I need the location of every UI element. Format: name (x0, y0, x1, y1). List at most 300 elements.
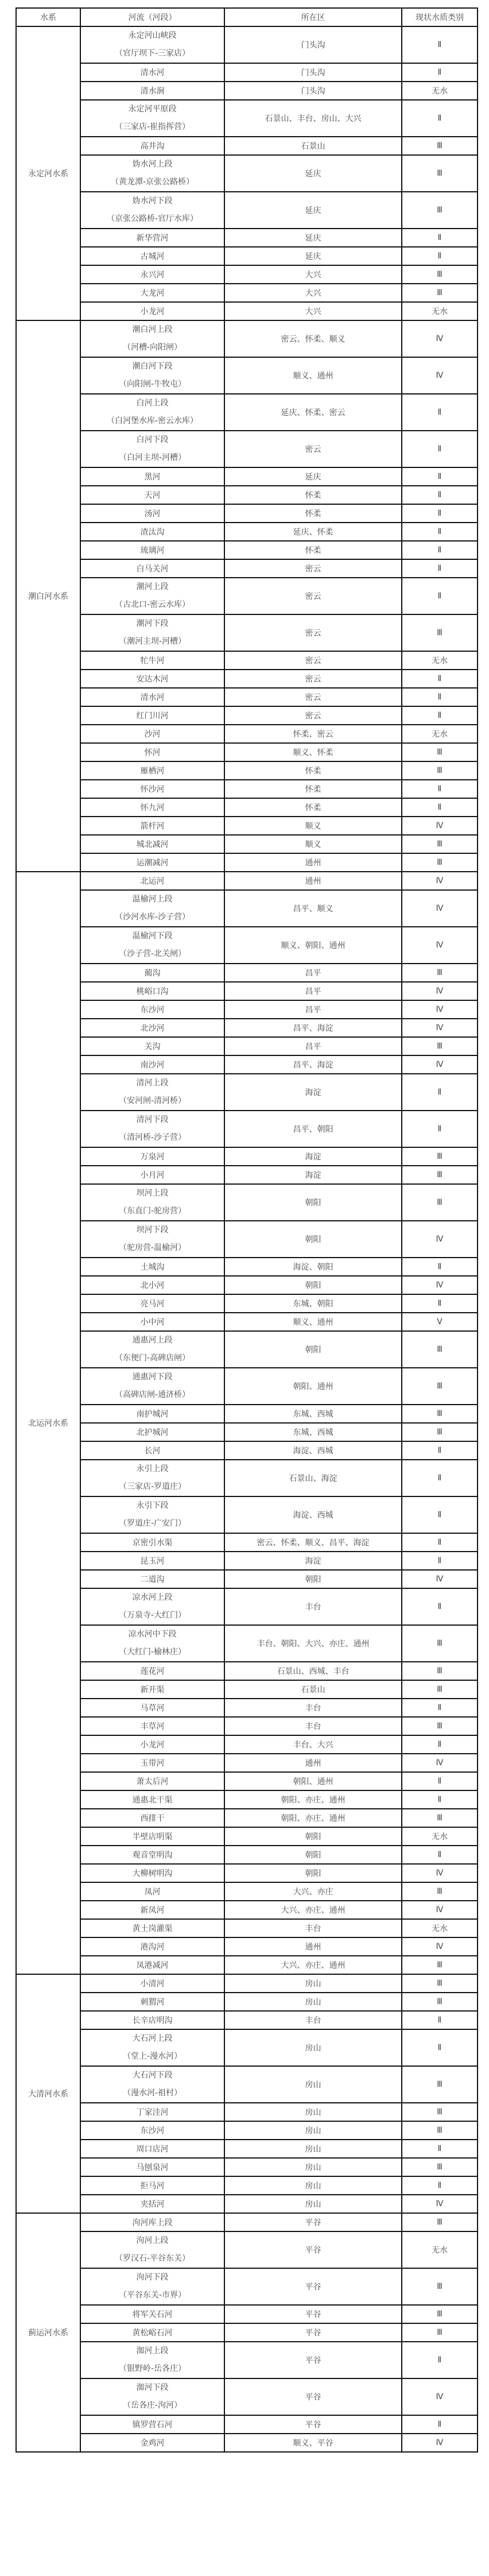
district-cell: 平谷 (224, 2305, 402, 2323)
quality-cell: Ⅲ (402, 1368, 478, 1405)
table-row (16, 1735, 478, 1754)
river-name: 潮白河上段 (132, 325, 173, 334)
quality-cell: Ⅲ (402, 614, 478, 651)
table-row (16, 2103, 478, 2121)
district-cell: 房山 (224, 2066, 402, 2103)
river-cell: 北护城河 (80, 1423, 224, 1441)
table-row (16, 320, 478, 357)
river-cell: 周口店河 (80, 2140, 224, 2158)
table-row (16, 982, 478, 1000)
table-row (16, 2011, 478, 2029)
quality-cell: 无水 (402, 2231, 478, 2268)
river-cell (80, 1460, 224, 1496)
river-name: 白河下段 (136, 435, 169, 444)
river-section: （白河主坝-河槽） (118, 453, 187, 462)
river-cell: 黄土岗灌渠 (80, 1919, 224, 1937)
quality-cell: Ⅲ (402, 853, 478, 872)
district-cell: 丰台 (224, 1588, 402, 1625)
river-name: 潮河上段 (136, 582, 169, 591)
river-name: 温榆河上段 (132, 895, 173, 904)
river-cell: 新凤河 (80, 1901, 224, 1919)
river-cell (80, 2378, 224, 2415)
district-cell: 房山 (224, 2176, 402, 2195)
river-section: （东便门-高碑店闸） (114, 1353, 191, 1363)
river-name: 温榆河下段 (132, 931, 173, 941)
river-cell: 刺猬河 (80, 1993, 224, 2011)
table-row (16, 1533, 478, 1552)
river-cell: 沙河 (80, 725, 224, 743)
table-row (16, 743, 478, 761)
quality-cell: Ⅲ (402, 1974, 478, 1993)
table-row (16, 2029, 478, 2066)
table-row (16, 853, 478, 872)
river-cell (80, 2066, 224, 2103)
district-cell: 东城、朝阳 (224, 1294, 402, 1313)
quality-cell: Ⅱ (402, 2011, 478, 2029)
quality-cell: Ⅱ (402, 504, 478, 523)
river-section: （官厅坝下-三家店） (114, 49, 191, 58)
river-cell: 通惠北干渠 (80, 1790, 224, 1809)
river-cell: 北小河 (80, 1276, 224, 1294)
river-cell: 白马关河 (80, 559, 224, 578)
quality-cell: Ⅲ (402, 284, 478, 302)
district-cell: 门头沟 (224, 82, 402, 100)
district-cell: 密云 (224, 706, 402, 725)
river-name: 妫水河下段 (132, 196, 173, 206)
district-cell: 海淀 (224, 1166, 402, 1184)
quality-cell: Ⅲ (402, 137, 478, 155)
district-cell: 大兴、亦庄、通州 (224, 1956, 402, 1974)
river-name: 清河下段 (136, 1115, 169, 1124)
table-row (16, 1019, 478, 1037)
river-cell (80, 357, 224, 394)
district-cell: 丰台 (224, 1919, 402, 1937)
table-row (16, 780, 478, 798)
quality-cell: Ⅳ (402, 2434, 478, 2452)
river-cell: 土城沟 (80, 1258, 224, 1276)
district-cell: 怀柔 (224, 504, 402, 523)
river-cell: 汤河 (80, 504, 224, 523)
quality-cell: Ⅱ (402, 523, 478, 541)
river-cell: 小龙河 (80, 1735, 224, 1754)
table-row (16, 1441, 478, 1460)
river-section: （白河堡水库-密云水库） (106, 416, 199, 426)
river-cell: 玉带河 (80, 1754, 224, 1772)
river-name: 潮白河下段 (132, 362, 173, 371)
table-row (16, 100, 478, 137)
quality-cell: Ⅳ (402, 2195, 478, 2213)
quality-cell: Ⅳ (402, 1276, 478, 1294)
quality-cell: Ⅱ (402, 1699, 478, 1717)
district-cell: 大兴 (224, 284, 402, 302)
water-system-cell: 北运河水系 (16, 872, 80, 1974)
table-row (16, 1313, 478, 1331)
table-row (16, 1037, 478, 1055)
water-quality-table (15, 7, 478, 2453)
quality-cell: Ⅱ (402, 486, 478, 504)
river-cell: 萧太后河 (80, 1772, 224, 1790)
district-cell: 怀柔 (224, 780, 402, 798)
table-row (16, 2378, 478, 2415)
district-cell: 昌平、顺义 (224, 890, 402, 927)
table-row (16, 927, 478, 964)
table-row (16, 578, 478, 614)
district-cell: 房山 (224, 2158, 402, 2176)
river-cell: 半壁店明渠 (80, 1827, 224, 1846)
river-section: （平谷东关-市界） (118, 2291, 187, 2300)
quality-cell: Ⅱ (402, 559, 478, 578)
table-row (16, 1717, 478, 1735)
district-cell: 石景山、西城、丰台 (224, 1662, 402, 1680)
district-cell: 顺义、怀柔 (224, 743, 402, 761)
district-cell: 密云 (224, 670, 402, 688)
table-row (16, 798, 478, 817)
table-header-row (16, 8, 478, 26)
river-section: （银野岭-岳各庄） (118, 2364, 187, 2373)
table-row (16, 82, 478, 100)
district-cell: 东城、西城 (224, 1405, 402, 1423)
quality-cell: Ⅱ (402, 394, 478, 431)
header-quality: 现状水质类别 (402, 8, 478, 26)
quality-cell: Ⅲ (402, 2158, 478, 2176)
district-cell: 平谷 (224, 2231, 402, 2268)
quality-cell: Ⅲ (402, 1882, 478, 1901)
table-row (16, 229, 478, 247)
table-row (16, 26, 478, 63)
quality-cell: Ⅱ (402, 706, 478, 725)
district-cell: 门头沟 (224, 26, 402, 63)
table-row (16, 1809, 478, 1827)
table-row (16, 614, 478, 651)
river-name: 凉水河上段 (132, 1593, 173, 1602)
river-section: （京张公路桥-官厅水库） (106, 214, 199, 223)
district-cell: 通州 (224, 853, 402, 872)
quality-cell: Ⅱ (402, 2415, 478, 2434)
district-cell: 密云 (224, 688, 402, 706)
district-cell: 大兴、亦庄 (224, 1882, 402, 1901)
district-cell: 海淀 (224, 1552, 402, 1570)
river-name: 妫水河上段 (132, 160, 173, 169)
district-cell: 海淀 (224, 1147, 402, 1166)
river-section: （驼房营-温榆河） (118, 1243, 187, 1252)
river-cell (80, 155, 224, 192)
river-cell: 长河 (80, 1441, 224, 1460)
quality-cell: Ⅲ (402, 265, 478, 284)
river-section: （万泉寺-大红门） (118, 1611, 187, 1620)
water-system-cell: 大清河水系 (16, 1974, 80, 2213)
river-cell (80, 1184, 224, 1221)
district-cell: 密云、怀柔、顺义 (224, 320, 402, 357)
district-cell: 门头沟 (224, 63, 402, 82)
river-cell: 观音堂明沟 (80, 1846, 224, 1864)
table-row (16, 761, 478, 780)
district-cell: 房山 (224, 2103, 402, 2121)
river-cell: 怀九河 (80, 798, 224, 817)
table-row (16, 1974, 478, 1993)
district-cell: 昌平 (224, 1000, 402, 1019)
district-cell: 海淀 (224, 1074, 402, 1111)
river-cell: 大龙河 (80, 284, 224, 302)
district-cell: 房山 (224, 2195, 402, 2213)
table-row (16, 1864, 478, 1882)
quality-cell: 无水 (402, 651, 478, 670)
river-cell (80, 1331, 224, 1368)
table-row (16, 964, 478, 982)
river-cell: 运潮减河 (80, 853, 224, 872)
quality-cell: Ⅲ (402, 1331, 478, 1368)
quality-cell: Ⅱ (402, 1588, 478, 1625)
quality-cell: Ⅱ (402, 467, 478, 486)
quality-cell: Ⅲ (402, 2121, 478, 2140)
district-cell: 石景山 (224, 1680, 402, 1699)
river-cell: 蔺沟 (80, 964, 224, 982)
river-cell (80, 1111, 224, 1147)
river-cell (80, 1588, 224, 1625)
quality-cell: Ⅱ (402, 63, 478, 82)
river-cell: 马草河 (80, 1699, 224, 1717)
quality-cell: Ⅳ (402, 1221, 478, 1258)
table-row (16, 2158, 478, 2176)
table-row (16, 1258, 478, 1276)
district-cell: 顺义、平谷 (224, 2434, 402, 2452)
district-cell: 朝阳、亦庄、通州 (224, 1790, 402, 1809)
river-name: 洳河下段 (136, 2383, 169, 2392)
river-name: 通惠河下段 (132, 1372, 173, 1382)
river-cell: 西排干 (80, 1809, 224, 1827)
district-cell: 通州 (224, 1937, 402, 1956)
district-cell: 昌平、海淀 (224, 1019, 402, 1037)
river-name: 泃河下段 (136, 2273, 169, 2282)
quality-cell: Ⅲ (402, 1405, 478, 1423)
river-cell: 小清河 (80, 1974, 224, 1993)
river-cell: 清水河 (80, 63, 224, 82)
district-cell: 密云 (224, 578, 402, 614)
quality-cell: Ⅱ (402, 247, 478, 265)
district-cell: 石景山、海淀 (224, 1460, 402, 1496)
quality-cell: Ⅱ (402, 2176, 478, 2195)
district-cell: 丰台、朝阳、大兴、亦庄、通州 (224, 1625, 402, 1662)
river-cell: 大柳树明沟 (80, 1864, 224, 1882)
district-cell: 昌平 (224, 982, 402, 1000)
river-name: 洳河上段 (136, 2346, 169, 2355)
river-section: （岳各庄-泃河） (122, 2401, 183, 2410)
quality-cell: Ⅱ (402, 1735, 478, 1754)
quality-cell: Ⅱ (402, 1496, 478, 1533)
district-cell: 昌平 (224, 1037, 402, 1055)
quality-cell: Ⅲ (402, 2066, 478, 2103)
district-cell: 延庆 (224, 155, 402, 192)
river-cell: 红门川河 (80, 706, 224, 725)
quality-cell: Ⅳ (402, 1570, 478, 1588)
river-section: （堂上-漫水河） (122, 2052, 183, 2061)
table-row (16, 467, 478, 486)
river-cell: 长辛店明沟 (80, 2011, 224, 2029)
district-cell: 房山 (224, 2029, 402, 2066)
district-cell: 顺义 (224, 835, 402, 853)
river-name: 通惠河上段 (132, 1336, 173, 1345)
table-row (16, 1772, 478, 1790)
river-cell: 亮马河 (80, 1294, 224, 1313)
river-section: （安河闸-清河桥） (118, 1096, 187, 1105)
river-cell: 黄松峪石河 (80, 2323, 224, 2342)
river-cell (80, 26, 224, 63)
quality-cell: Ⅳ (402, 872, 478, 890)
river-section: （沙子营-北关闸） (118, 949, 187, 958)
river-section: （潮河主坝-河槽） (118, 637, 187, 646)
water-system-cell: 潮白河水系 (16, 320, 80, 872)
river-name: 大石河下段 (132, 2071, 173, 2080)
quality-cell: Ⅲ (402, 1662, 478, 1680)
river-cell: 小中河 (80, 1313, 224, 1331)
district-cell: 朝阳 (224, 1570, 402, 1588)
quality-cell: Ⅱ (402, 1074, 478, 1111)
quality-cell: Ⅲ (402, 743, 478, 761)
quality-cell: Ⅳ (402, 890, 478, 927)
district-cell: 密云 (224, 614, 402, 651)
quality-cell: Ⅱ (402, 1111, 478, 1147)
district-cell: 延庆 (224, 229, 402, 247)
river-cell: 北沙河 (80, 1019, 224, 1037)
quality-cell: Ⅱ (402, 798, 478, 817)
header-river: 河流（河段） (80, 8, 224, 26)
district-cell: 丰台 (224, 1699, 402, 1717)
table-row (16, 1423, 478, 1441)
river-cell (80, 192, 224, 229)
river-cell: 琉璃河 (80, 541, 224, 559)
table-row (16, 670, 478, 688)
district-cell: 延庆 (224, 467, 402, 486)
district-cell: 平谷 (224, 2213, 402, 2231)
river-cell: 桃峪口沟 (80, 982, 224, 1000)
river-cell: 京密引水渠 (80, 1533, 224, 1552)
river-name: 凉水河中下段 (128, 1630, 177, 1639)
table-row (16, 1276, 478, 1294)
river-cell (80, 394, 224, 431)
river-cell: 安达木河 (80, 670, 224, 688)
table-row (16, 1496, 478, 1533)
quality-cell: Ⅲ (402, 1956, 478, 1974)
river-cell: 清水河 (80, 688, 224, 706)
river-name: 大石河上段 (132, 2034, 173, 2043)
quality-cell: Ⅳ (402, 817, 478, 835)
quality-cell: 无水 (402, 1919, 478, 1937)
district-cell: 通州 (224, 1754, 402, 1772)
table-row (16, 1680, 478, 1699)
table-row (16, 302, 478, 320)
table-row (16, 394, 478, 431)
table-row (16, 1901, 478, 1919)
district-cell: 顺义、通州 (224, 357, 402, 394)
table-row (16, 1147, 478, 1166)
district-cell: 房山 (224, 1993, 402, 2011)
quality-cell: Ⅲ (402, 1680, 478, 1699)
district-cell: 延庆、怀柔、密云 (224, 394, 402, 431)
table-row (16, 541, 478, 559)
table-row (16, 688, 478, 706)
table-row (16, 835, 478, 853)
table-row (16, 2195, 478, 2213)
quality-cell: Ⅲ (402, 1147, 478, 1166)
quality-cell: Ⅱ (402, 1294, 478, 1313)
quality-cell: Ⅳ (402, 1901, 478, 1919)
table-row (16, 2323, 478, 2342)
district-cell: 石景山、丰台、房山、大兴 (224, 100, 402, 137)
quality-cell: Ⅲ (402, 1166, 478, 1184)
table-row (16, 1699, 478, 1717)
district-cell: 平谷 (224, 2268, 402, 2305)
quality-cell: Ⅳ (402, 1055, 478, 1074)
table-row (16, 651, 478, 670)
river-cell: 将军关石河 (80, 2305, 224, 2323)
river-cell: 渣汰沟 (80, 523, 224, 541)
river-cell: 凤河 (80, 1882, 224, 1901)
district-cell: 延庆 (224, 247, 402, 265)
river-cell: 雁栖河 (80, 761, 224, 780)
district-cell: 朝阳 (224, 1184, 402, 1221)
district-cell: 昌平 (224, 964, 402, 982)
header-district: 所在区 (224, 8, 402, 26)
table-row (16, 1552, 478, 1570)
district-cell: 平谷 (224, 2378, 402, 2415)
river-cell: 莲花河 (80, 1662, 224, 1680)
district-cell: 海淀、西城 (224, 1496, 402, 1533)
quality-cell: Ⅱ (402, 1441, 478, 1460)
river-cell: 小月河 (80, 1166, 224, 1184)
table-row (16, 706, 478, 725)
quality-cell: Ⅲ (402, 1037, 478, 1055)
river-cell (80, 2268, 224, 2305)
quality-cell: Ⅲ (402, 1423, 478, 1441)
river-cell: 金鸡河 (80, 2434, 224, 2452)
quality-cell: 无水 (402, 82, 478, 100)
district-cell: 密云、怀柔、顺义、昌平、海淀 (224, 1533, 402, 1552)
river-cell (80, 1496, 224, 1533)
table-row (16, 1754, 478, 1772)
table-row (16, 1460, 478, 1496)
river-name: 坝河下段 (136, 1225, 169, 1235)
river-cell: 马刨泉河 (80, 2158, 224, 2176)
quality-cell: Ⅲ (402, 155, 478, 192)
quality-cell: Ⅱ (402, 670, 478, 688)
district-cell: 平谷 (224, 2415, 402, 2434)
table-row (16, 504, 478, 523)
district-cell: 房山 (224, 1974, 402, 1993)
river-cell: 城北减河 (80, 835, 224, 853)
table-row (16, 1221, 478, 1258)
quality-cell: Ⅲ (402, 1184, 478, 1221)
quality-cell: Ⅲ (402, 1809, 478, 1827)
quality-cell: Ⅳ (402, 1754, 478, 1772)
district-cell: 朝阳 (224, 1221, 402, 1258)
quality-cell: Ⅳ (402, 1937, 478, 1956)
river-cell: 港沟河 (80, 1937, 224, 1956)
river-cell: 怀沙河 (80, 780, 224, 798)
table-row (16, 890, 478, 927)
district-cell: 朝阳、亦庄、通州 (224, 1809, 402, 1827)
river-cell: 昆玉河 (80, 1552, 224, 1570)
river-section: （漫水河-祖村） (122, 2088, 183, 2098)
table-row (16, 817, 478, 835)
district-cell: 昌平、海淀 (224, 1055, 402, 1074)
quality-cell: Ⅲ (402, 1993, 478, 2011)
quality-cell: Ⅱ (402, 1790, 478, 1809)
table-row (16, 559, 478, 578)
quality-cell: Ⅳ (402, 927, 478, 964)
river-cell: 东沙河 (80, 1000, 224, 1019)
river-name: 永定河山峡段 (128, 31, 177, 40)
quality-cell: Ⅳ (402, 1864, 478, 1882)
quality-cell: Ⅱ (402, 541, 478, 559)
